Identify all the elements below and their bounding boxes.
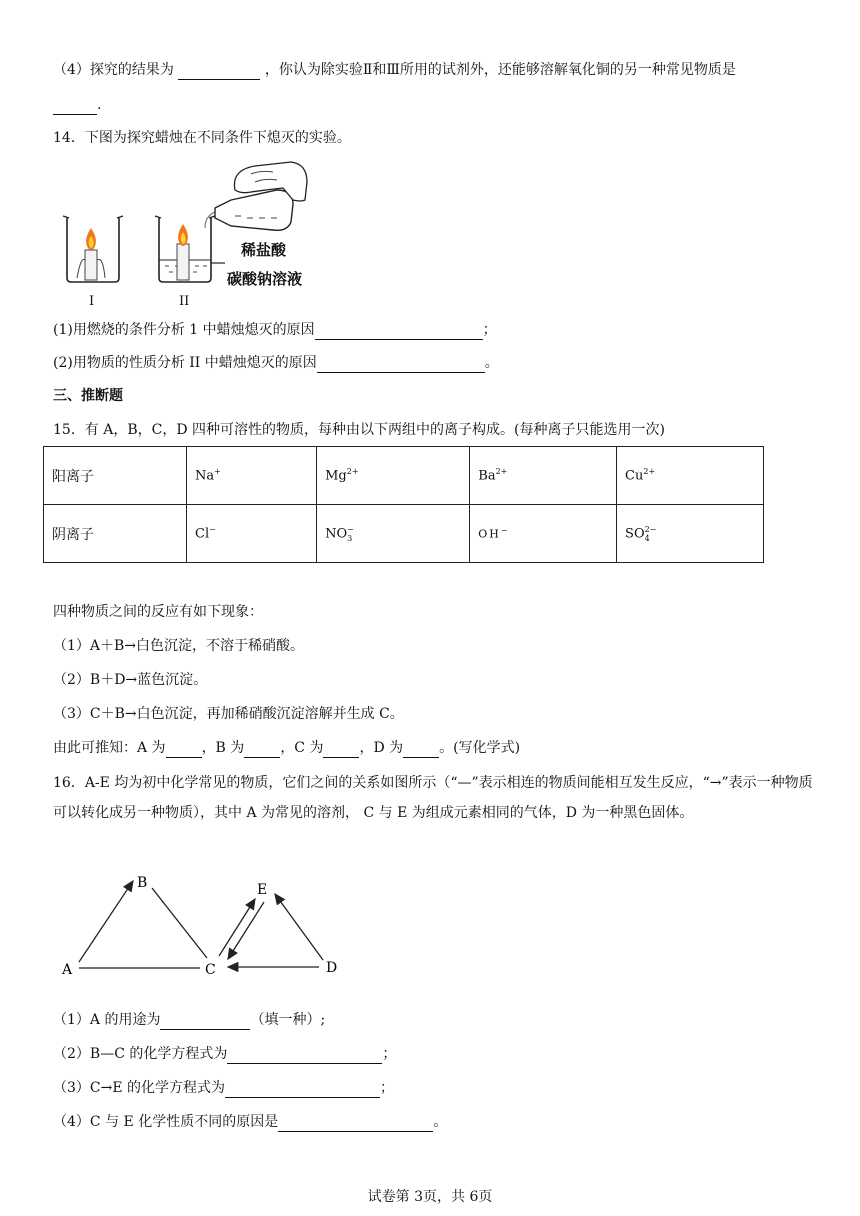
table-cell: OH− bbox=[470, 505, 617, 563]
table-cell: $Ba^{2+}$ bbox=[470, 447, 617, 505]
edge-E-C bbox=[228, 902, 264, 959]
label-solution: 碳酸钠溶液 bbox=[227, 270, 303, 288]
answer-blank[interactable] bbox=[178, 63, 260, 80]
node-B: B bbox=[137, 875, 148, 891]
q14-part2: (2)用物质的性质分析 II 中蜡烛熄灭的原因 。 bbox=[53, 355, 499, 371]
answer-blank-d[interactable] bbox=[403, 741, 439, 758]
label-acid: 稀盐酸 bbox=[241, 241, 287, 259]
table-cell: Na+ bbox=[187, 447, 317, 505]
q15-r2: （2）B＋D→蓝色沉淀。 bbox=[53, 672, 208, 688]
q14-part1: (1)用燃烧的条件分析 1 中蜡烛熄灭的原因 ； bbox=[53, 322, 497, 338]
edge-C-E bbox=[219, 899, 255, 956]
table-row bbox=[44, 505, 764, 563]
answer-blank-c[interactable] bbox=[323, 741, 359, 758]
table-cell: $Cu^{2+}$ bbox=[617, 447, 764, 505]
table-cell: NO− 3 bbox=[317, 505, 470, 563]
table-cell: Cl− bbox=[187, 505, 317, 563]
q16-p2: （2）B—C 的化学方程式为 ； bbox=[53, 1046, 397, 1062]
answer-blank[interactable] bbox=[278, 1115, 433, 1132]
answer-blank[interactable] bbox=[53, 98, 97, 115]
node-D: D bbox=[326, 960, 338, 976]
edge-A-B bbox=[79, 881, 133, 962]
answer-blank[interactable] bbox=[315, 323, 483, 340]
answer-blank-b[interactable] bbox=[244, 741, 280, 758]
anion-header: 阴离子 bbox=[44, 505, 187, 563]
relationship-diagram bbox=[55, 874, 355, 984]
node-C: C bbox=[205, 962, 216, 978]
page-footer: 试卷第 3页，共 6页 bbox=[367, 1189, 493, 1205]
q15-conclusion: 由此可推知：A 为 ，B 为 ，C 为 ，D 为 。(写化学式) bbox=[53, 740, 521, 756]
node-A: A bbox=[62, 962, 73, 978]
q15-r1: （1）A＋B→白色沉淀，不溶于稀硝酸。 bbox=[53, 638, 305, 654]
q16-p4: （4）C 与 E 化学性质不同的原因是 。 bbox=[53, 1114, 448, 1130]
q14-stem: 14．下图为探究蜡烛在不同条件下熄灭的实验。 bbox=[53, 130, 351, 146]
cation-header: 阳离子 bbox=[44, 447, 187, 505]
answer-blank[interactable] bbox=[227, 1047, 382, 1064]
q13-part4: （4）探究的结果为 ，你认为除实验Ⅱ和Ⅲ所用的试剂外，还能够溶解氧化铜的另一种常见物质是 bbox=[53, 62, 736, 78]
label-I: I bbox=[89, 294, 95, 309]
beaker-I bbox=[63, 216, 123, 282]
answer-blank[interactable] bbox=[317, 356, 485, 373]
q15-r3: （3）C＋B→白色沉淀，再加稀硝酸沉淀溶解并生成 C。 bbox=[53, 706, 404, 722]
answer-blank-a[interactable] bbox=[166, 741, 202, 758]
answer-blank[interactable] bbox=[225, 1081, 380, 1098]
table-cell: $Mg^{2+}$ bbox=[317, 447, 470, 505]
candle-experiment-figure bbox=[55, 160, 335, 310]
table-cell: SO2− 4 bbox=[617, 505, 764, 563]
q16-p1: （1）A 的用途为 （填一种）; bbox=[53, 1012, 326, 1028]
table-row bbox=[44, 447, 764, 505]
q16-p3: （3）C→E 的化学方程式为 ； bbox=[53, 1080, 395, 1096]
q16-stem: 16．A-E 均为初中化学常见的物质，它们之间的关系如图所示（“—”表示相连的物质间能相互发生反应，“→”表示一种物质可以转化成另一种物质），其中 A 为常见的溶剂， C 与 E 为组成元素相同的气体，D 为一种黑色固体。 bbox=[53, 775, 813, 821]
edge-D-E bbox=[275, 894, 323, 960]
beaker-II bbox=[155, 216, 215, 282]
q15-stem: 15．有 A，B，C，D 四种可溶性的物质，每种由以下两组中的离子构成。(每种离子只能选用一次) bbox=[53, 422, 665, 438]
q15-intro: 四种物质之间的反应有如下现象： bbox=[53, 604, 263, 620]
hand-pouring-bottle bbox=[205, 162, 307, 230]
section-heading: 三、推断题 bbox=[53, 388, 123, 404]
node-E: E bbox=[257, 882, 268, 898]
q13-part4-cont: . bbox=[53, 95, 101, 115]
edge-B-C bbox=[152, 888, 207, 958]
ion-table bbox=[43, 446, 764, 563]
label-II: II bbox=[179, 294, 190, 309]
answer-blank[interactable] bbox=[160, 1013, 250, 1030]
